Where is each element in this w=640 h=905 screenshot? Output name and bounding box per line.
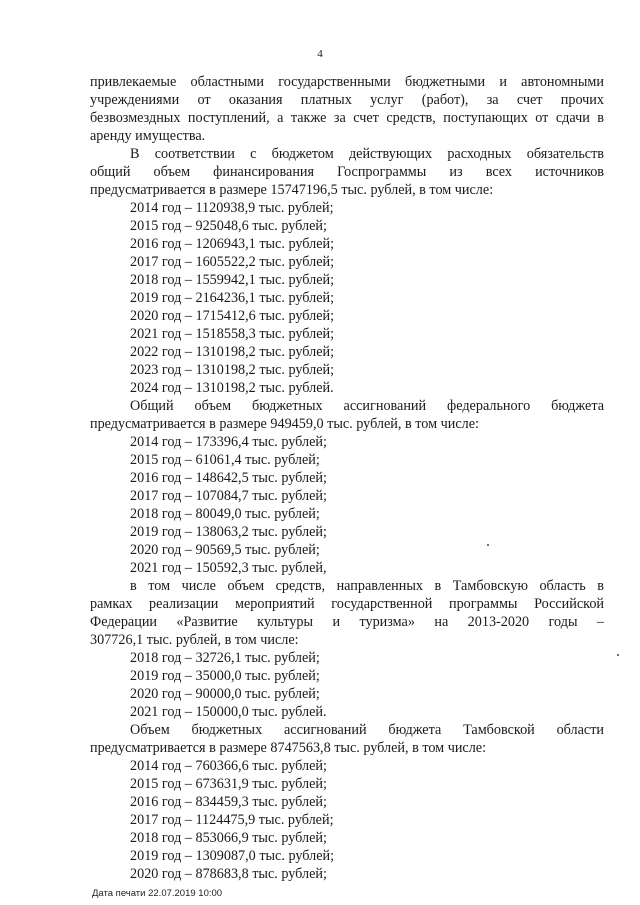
list-item: 2014 год – 1120938,9 тыс. рублей;	[130, 200, 334, 216]
list-item: 2015 год – 673631,9 тыс. рублей;	[130, 776, 327, 792]
list-item: 2019 год – 35000,0 тыс. рублей;	[130, 668, 320, 684]
text-line: предусматривается в размере 15747196,5 тыс. рублей, в том числе:	[90, 182, 494, 198]
list-item: 2020 год – 90569,5 тыс. рублей;	[130, 542, 320, 558]
list-item: 2018 год – 80049,0 тыс. рублей;	[130, 506, 320, 522]
text-line: рамках реализации мероприятий государственной программы Российской	[90, 596, 604, 612]
list-item: 2017 год – 107084,7 тыс. рублей;	[130, 488, 327, 504]
paragraph-total-financing	[90, 145, 604, 199]
list-item: 2017 год – 1124475,9 тыс. рублей;	[130, 812, 334, 828]
list-item: 2014 год – 760366,6 тыс. рублей;	[130, 758, 327, 774]
list-item: 2018 год – 1559942,1 тыс. рублей;	[130, 272, 335, 288]
text-line: 307726,1 тыс. рублей, в том числе:	[90, 632, 299, 648]
text-line: учреждениями от оказания платных услуг (работ), за счет прочих	[90, 92, 604, 108]
list-item: 2019 год – 138063,2 тыс. рублей;	[130, 524, 327, 540]
text-line: предусматривается в размере 949459,0 тыс. рублей, в том числе:	[90, 416, 479, 432]
list-item: 2021 год – 1518558,3 тыс. рублей;	[130, 326, 335, 342]
list-item: 2021 год – 150000,0 тыс. рублей.	[130, 704, 327, 720]
list-item: 2021 год – 150592,3 тыс. рублей,	[130, 560, 327, 576]
text-line: общий объем финансирования Госпрограммы из всех источников	[90, 164, 604, 180]
text-line: Объем бюджетных ассигнований бюджета Тамбовской области	[130, 722, 604, 738]
list-item: 2022 год – 1310198,2 тыс. рублей;	[130, 344, 335, 360]
list-item: 2020 год – 90000,0 тыс. рублей;	[130, 686, 320, 702]
page-number: 4	[317, 48, 323, 60]
scan-speck	[617, 654, 619, 656]
list-item: 2023 год – 1310198,2 тыс. рублей;	[130, 362, 335, 378]
list-federal-by-year	[90, 433, 604, 577]
list-item: 2018 год – 853066,9 тыс. рублей;	[130, 830, 327, 846]
list-transfer-by-year	[90, 649, 604, 721]
list-item: 2017 год – 1605522,2 тыс. рублей;	[130, 254, 335, 270]
list-item: 2016 год – 148642,5 тыс. рублей;	[130, 470, 327, 486]
list-regional-by-year	[90, 757, 604, 883]
scan-speck	[487, 544, 489, 546]
list-item: 2015 год – 925048,6 тыс. рублей;	[130, 218, 327, 234]
text-line: безвозмездных поступлений, а также за счет средств, поступающих от сдачи в	[90, 110, 604, 126]
list-total-by-year	[90, 199, 604, 397]
list-item: 2020 год – 1715412,6 тыс. рублей;	[130, 308, 335, 324]
text-line: Общий объем бюджетных ассигнований федерального бюджета	[130, 398, 604, 414]
list-item: 2016 год – 834459,3 тыс. рублей;	[130, 794, 327, 810]
paragraph-regional-budget	[90, 721, 604, 757]
paragraph-funding-sources	[90, 73, 604, 145]
list-item: 2019 год – 2164236,1 тыс. рублей;	[130, 290, 335, 306]
document-body	[90, 73, 604, 883]
list-item: 2020 год – 878683,8 тыс. рублей;	[130, 866, 327, 882]
list-item: 2018 год – 32726,1 тыс. рублей;	[130, 650, 320, 666]
list-item: 2024 год – 1310198,2 тыс. рублей.	[130, 380, 334, 396]
list-item: 2014 год – 173396,4 тыс. рублей;	[130, 434, 327, 450]
text-line: В соответствии с бюджетом действующих расходных обязательств	[130, 146, 604, 162]
list-item: 2016 год – 1206943,1 тыс. рублей;	[130, 236, 335, 252]
paragraph-federal-budget	[90, 397, 604, 433]
text-line: в том числе объем средств, направленных в Тамбовскую область в	[130, 578, 604, 594]
list-item: 2019 год – 1309087,0 тыс. рублей;	[130, 848, 335, 864]
text-line: Федерации «Развитие культуры и туризма» на 2013-2020 годы –	[90, 614, 604, 630]
paragraph-transfer-tambov	[90, 577, 604, 649]
text-line: предусматривается в размере 8747563,8 тыс. рублей, в том числе:	[90, 740, 487, 756]
text-line: привлекаемые областными государственными бюджетными и автономными	[90, 74, 604, 90]
print-date-footer: Дата печати 22.07.2019 10:00	[92, 888, 223, 899]
list-item: 2015 год – 61061,4 тыс. рублей;	[130, 452, 320, 468]
text-line: аренду имущества.	[90, 128, 206, 144]
